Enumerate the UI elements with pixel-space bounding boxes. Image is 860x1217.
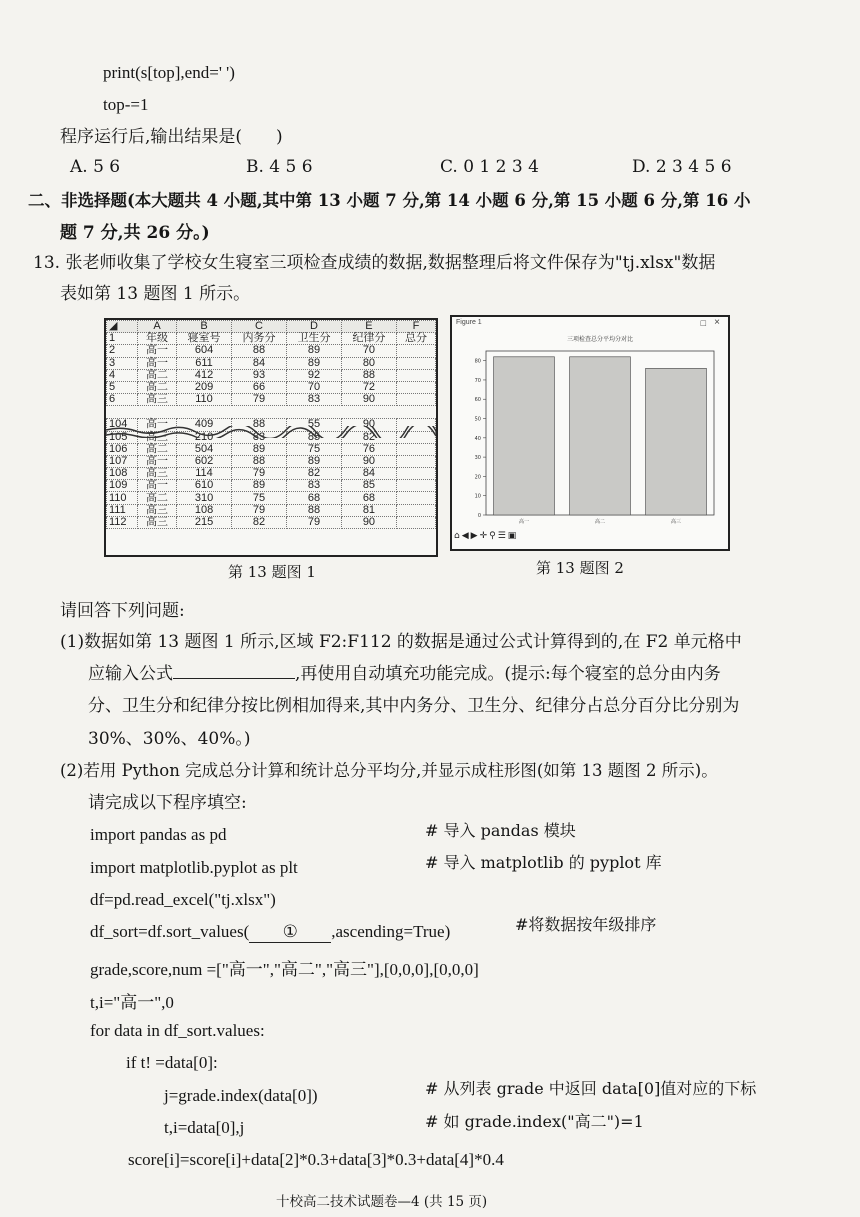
blank-1[interactable]: ① [249,922,331,943]
table-cell: 76 [341,443,396,455]
formula-blank[interactable] [173,662,295,679]
code-line-print: print(s[top],end=' ') [103,63,235,82]
table-cell [396,504,435,516]
part-2-line-1: (2)若用 Python 完成总分计算和统计总分平均分,并显示成柱形图(如第 13 题图 2 所示)。 [60,761,718,780]
configure-icon[interactable]: ☰ [497,531,506,541]
rows-top [107,345,436,406]
table-cell: 高一 [138,480,177,492]
table-cell: 215 [177,516,232,528]
y-tick-label: 70 [474,377,481,384]
table-cell: 85 [341,480,396,492]
answer-intro: 请回答下列问题: [60,601,185,621]
table-cell: 高三 [138,504,177,516]
table-cell: 高一 [138,455,177,467]
y-tick-label: 50 [474,416,481,423]
header-cell: 年级 [138,333,177,345]
spreadsheet-figure [104,318,438,557]
table-cell: 68 [286,492,341,504]
row-number: 106 [107,443,138,455]
table-row [107,357,436,369]
table-row [107,443,436,455]
y-tick-label: 30 [474,455,481,462]
row-number: 110 [107,492,138,504]
row-number: 109 [107,480,138,492]
table-cell [396,516,435,528]
table-cell: 90 [341,419,396,431]
code-if: if t! =data[0]: [126,1053,218,1072]
save-icon[interactable]: ▣ [507,531,517,541]
table-cell: 68 [341,492,396,504]
table-cell: 80 [341,357,396,369]
code-sort-prefix: df_sort=df.sort_values( [90,922,250,941]
col-header: B [177,321,232,333]
table-cell: 72 [341,381,396,393]
code-line-top: top-=1 [103,95,149,114]
row-number: 111 [107,504,138,516]
part-1-line-4: 30%、30%、40%。) [88,729,251,749]
plot-toolbar [454,531,516,541]
table-cell: 高三 [138,516,177,528]
table-cell [396,443,435,455]
table-cell: 611 [177,357,232,369]
table-cell: 79 [232,468,287,480]
comment-import-pandas: # 导入 pandas 模块 [425,821,576,840]
part-1-line-2 [88,662,721,685]
col-header: A [138,321,177,333]
col-header: F [396,321,435,333]
table-cell: 110 [177,394,232,406]
table-cell: 85 [286,431,341,443]
part-1-line-1: (1)数据如第 13 题图 1 所示,区域 F2:F112 的数据是通过公式计算得到的,在 F2 单元格中 [60,632,742,652]
table-cell: 79 [286,516,341,528]
row-number: 2 [107,345,138,357]
table-cell: 82 [341,431,396,443]
table-cell: 89 [286,345,341,357]
header-cell: 卫生分 [286,333,341,345]
table-cell: 89 [286,455,341,467]
table-cell: 412 [177,369,232,381]
code-grade-index: j=grade.index(data[0]) [164,1086,318,1105]
corner-cell: ◢ [107,321,138,333]
table-cell: 90 [341,516,396,528]
table-cell: 90 [341,394,396,406]
table-cell: 高一 [138,345,177,357]
row-number: 105 [107,431,138,443]
table-cell: 81 [341,504,396,516]
code-sort-values [90,922,450,943]
table-cell: 79 [232,504,287,516]
part-2-line-2: 请完成以下程序填空: [88,793,247,813]
col-header: E [341,321,396,333]
table-row [107,394,436,406]
table-cell [396,345,435,357]
code-assign-ti: t,i=data[0],j [164,1118,245,1137]
table-row [107,455,436,467]
code-import-pandas: import pandas as pd [90,825,227,844]
table-cell: 83 [286,394,341,406]
question-12-stem: 程序运行后,输出结果是( ) [60,127,283,147]
comment-example: # 如 grade.index("高二")=1 [425,1112,644,1131]
table-cell: 高一 [138,357,177,369]
table-cell: 90 [341,455,396,467]
comment-sort: #将数据按年级排序 [515,915,657,934]
chart-title: 三项检查总分平均分对比 [566,336,634,343]
option-d: D. 2 3 4 5 6 [632,157,732,177]
section-2-heading-cont: 题 7 分,共 26 分。) [60,223,210,243]
part-1-line-3: 分、卫生分和纪律分按比例相加得来,其中内务分、卫生分、纪律分占总分百分比分别为 [88,696,740,716]
row-number: 5 [107,381,138,393]
table-cell: 高一 [138,419,177,431]
table-row [107,468,436,480]
table-cell: 84 [232,357,287,369]
table-cell: 83 [232,431,287,443]
table-cell: 610 [177,480,232,492]
table-cell: 66 [232,381,287,393]
y-tick-label: 20 [474,474,481,481]
column-header-row [107,321,436,333]
table-cell: 70 [286,381,341,393]
code-for-loop: for data in df_sort.values: [90,1021,265,1040]
part-1-prefix: 应输入公式 [88,664,173,684]
table-cell: 83 [286,480,341,492]
comment-import-plt: # 导入 matplotlib 的 pyplot 库 [425,853,662,872]
table-cell: 84 [341,468,396,480]
option-c: C. 0 1 2 3 4 [440,157,539,177]
code-score-update: score[i]=score[i]+data[2]*0.3+data[3]*0.3+data[4]*0.4 [128,1150,504,1169]
back-icon[interactable]: ◀ [461,531,469,541]
table-cell: 88 [232,455,287,467]
question-13-stem: 13. 张老师收集了学校女生寝室三项检查成绩的数据,数据整理后将文件保存为"tj.xlsx"数据 [33,253,716,273]
code-read-excel: df=pd.read_excel("tj.xlsx") [90,890,276,909]
table-cell [396,468,435,480]
table-cell [396,381,435,393]
row-number: 4 [107,369,138,381]
table-row [107,369,436,381]
table-row [107,516,436,528]
col-header: C [232,321,287,333]
comment-grade-index: # 从列表 grade 中返回 data[0]值对应的下标 [425,1079,757,1098]
code-sort-suffix: ,ascending=True) [331,922,451,941]
question-13-stem-cont: 表如第 13 题图 1 所示。 [60,284,251,304]
table-cell: 89 [232,480,287,492]
figure-window [450,315,730,551]
figure-2-caption: 第 13 题图 2 [536,559,624,577]
table-cell [396,369,435,381]
table-cell: 604 [177,345,232,357]
table-cell: 高二 [138,381,177,393]
close-icon[interactable]: × [714,317,720,328]
table-cell: 82 [286,468,341,480]
table-row [107,492,436,504]
bar-chart [452,325,728,535]
table-cell: 75 [286,443,341,455]
code-init-lists: grade,score,num =["高一","高二","高三"],[0,0,0],[0,0,0] [90,960,479,979]
table-cell: 89 [286,357,341,369]
col-header: D [286,321,341,333]
table-cell: 高二 [138,492,177,504]
bar [646,368,707,515]
table-row [107,345,436,357]
torn-gap-row [107,406,436,419]
table-row [107,381,436,393]
torn-edge-icon [106,426,436,438]
table-cell [396,492,435,504]
y-tick-label: 40 [474,435,481,442]
row-number: 107 [107,455,138,467]
table-cell: 75 [232,492,287,504]
header-cell: 寝室号 [177,333,232,345]
code-init-ti: t,i="高一",0 [90,993,174,1012]
option-a: A. 5 6 [70,157,121,177]
table-cell: 88 [286,504,341,516]
code-import-plt: import matplotlib.pyplot as plt [90,858,298,877]
table-cell [396,394,435,406]
table-cell: 93 [232,369,287,381]
table-cell: 高三 [138,394,177,406]
table-cell: 504 [177,443,232,455]
table-cell: 高三 [138,431,177,443]
page-footer: 十校高二技术试题卷—4 (共 15 页) [276,1194,488,1210]
header-cell: 纪律分 [341,333,396,345]
option-b: B. 4 5 6 [246,157,313,177]
bar [494,357,555,515]
table-cell: 92 [286,369,341,381]
table-cell: 79 [232,394,287,406]
section-2-heading: 二、非选择题(本大题共 4 小题,其中第 13 小题 7 分,第 14 小题 6 分,第 15 小题 6 分,第 16 小 [28,191,751,210]
table-cell: 高二 [138,443,177,455]
row-number: 1 [107,333,138,345]
home-icon[interactable]: ⌂ [454,531,460,541]
table-cell: 82 [232,516,287,528]
table-cell: 310 [177,492,232,504]
figure-1-caption: 第 13 题图 1 [228,563,316,581]
y-tick-label: 10 [474,493,481,500]
y-tick-label: 0 [477,513,481,519]
window-title: Figure 1 [456,319,482,326]
table-cell: 高三 [138,468,177,480]
row-number: 108 [107,468,138,480]
table-cell: 70 [341,345,396,357]
table-cell: 55 [286,419,341,431]
table-cell: 88 [341,369,396,381]
row-number: 104 [107,419,138,431]
table-cell: 88 [232,345,287,357]
table-cell: 88 [232,419,287,431]
spreadsheet-table [106,320,436,529]
table-row [107,480,436,492]
row-number: 3 [107,357,138,369]
table-cell: 108 [177,504,232,516]
table-cell: 209 [177,381,232,393]
x-tick-label: 高二 [594,519,606,525]
row-number: 112 [107,516,138,528]
table-cell: 高二 [138,369,177,381]
table-cell: 89 [232,443,287,455]
table-cell: 409 [177,419,232,431]
x-tick-label: 高三 [670,519,682,525]
table-cell: 602 [177,455,232,467]
bar [570,357,631,515]
row-number: 6 [107,394,138,406]
table-cell [396,357,435,369]
header-cell: 总分 [396,333,435,345]
table-cell [396,480,435,492]
maximize-icon[interactable]: □ [700,318,706,328]
table-cell [396,455,435,467]
table-cell: 114 [177,468,232,480]
header-cell: 内务分 [232,333,287,345]
table-row [107,504,436,516]
pan-icon[interactable]: ✛ [479,531,488,541]
forward-icon[interactable]: ▶ [470,531,478,541]
part-1-suffix: ,再使用自动填充功能完成。(提示:每个寝室的总分由内务 [295,664,721,684]
table-cell: 210 [177,431,232,443]
zoom-icon[interactable]: ⚲ [489,531,496,541]
x-tick-label: 高一 [518,519,530,525]
y-tick-label: 60 [474,397,481,404]
y-tick-label: 80 [474,358,481,365]
